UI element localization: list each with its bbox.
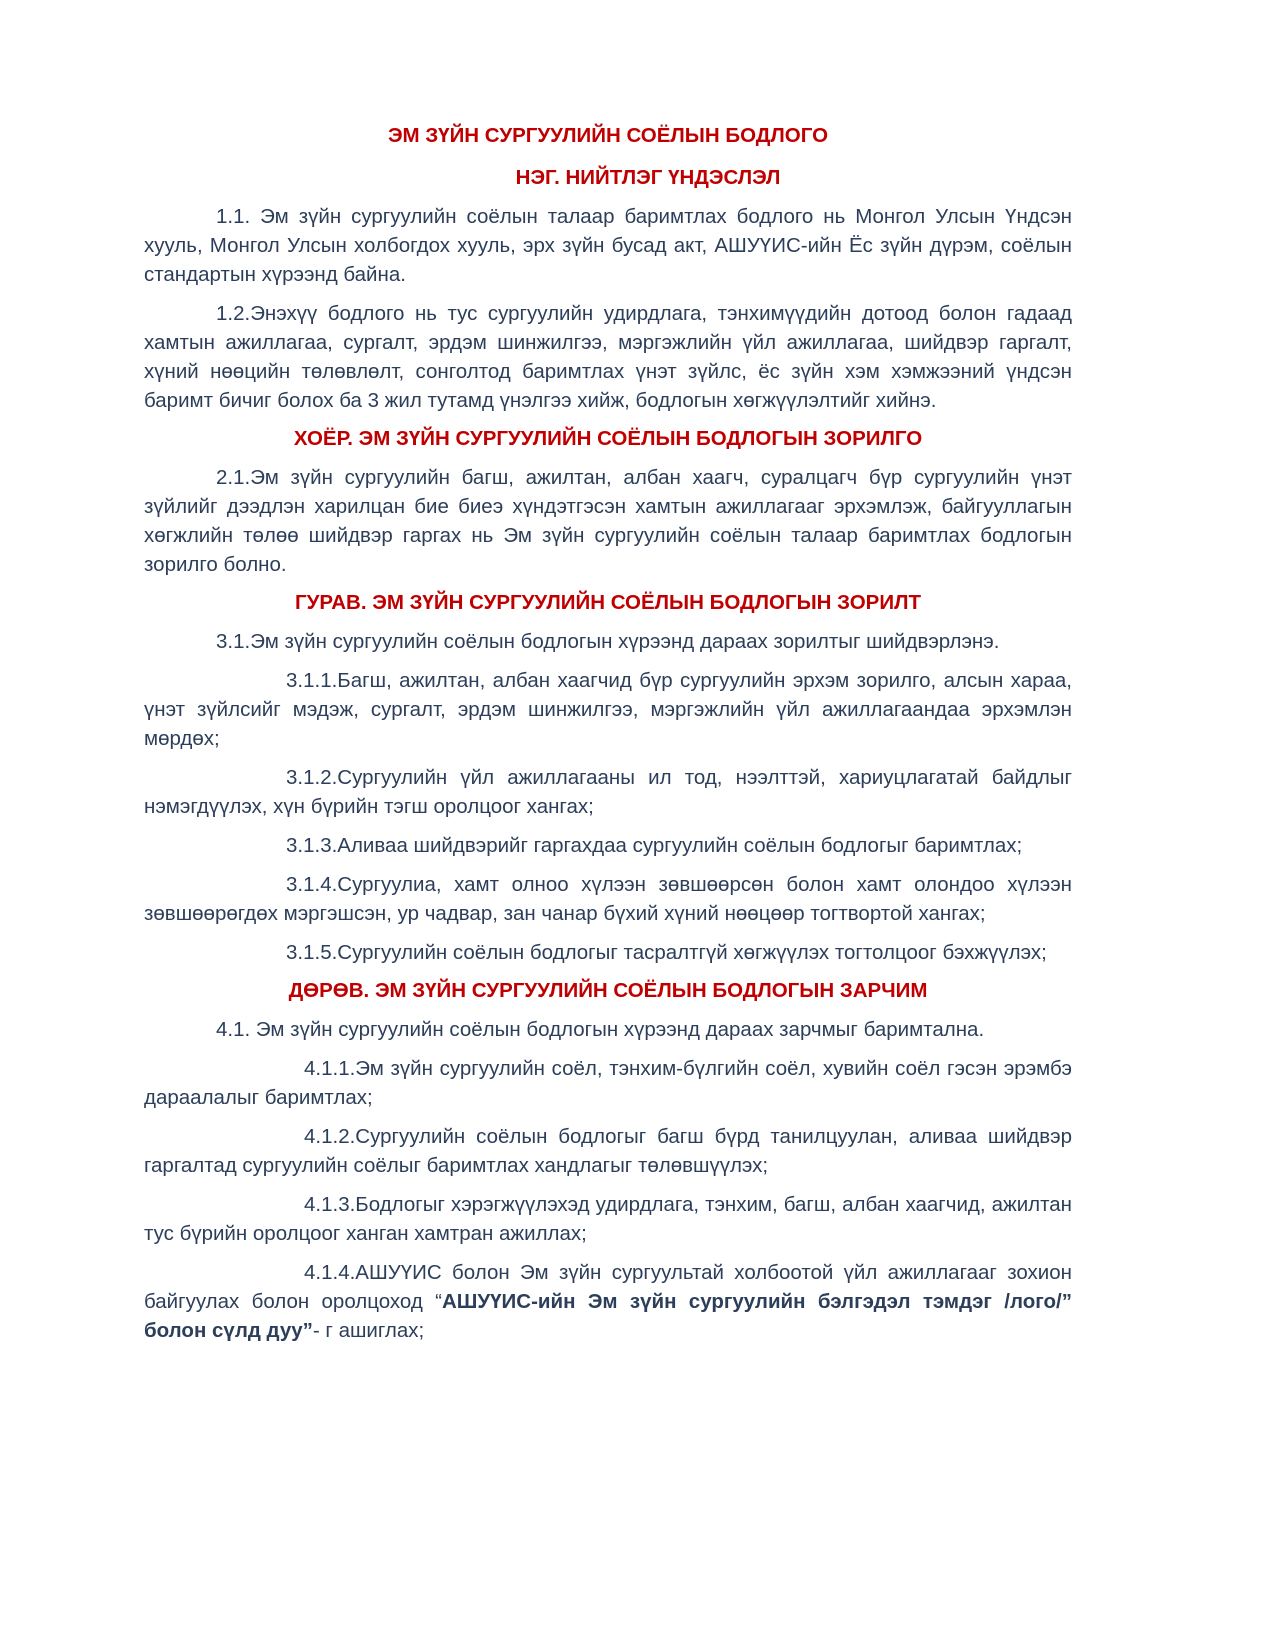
paragraph-3-1: 3.1.Эм зүйн сургуулийн соёлын бодлогын хүрээнд дараах зорилтыг шийдвэрлэнэ. xyxy=(216,630,1000,653)
section1-heading: НЭГ. НИЙТЛЭГ ҮНДЭСЛЭЛ xyxy=(515,166,781,189)
list-item-4-1-4 xyxy=(144,1258,1072,1345)
paragraph-4-1: 4.1. Эм зүйн сургуулийн соёлын бодлогын хүрээнд дараах зарчмыг баримтална. xyxy=(216,1018,985,1041)
section2-heading: ХОЁР. ЭМ ЗҮЙН СУРГУУЛИЙН СОЁЛЫН БОДЛОГЫН ЗОРИЛГО xyxy=(293,427,923,450)
item-4-1-4-text-start: 4.1.4.АШУҮИС болон Эм зүйн сургуультай холбоотой үйл ажиллагааг зохион байгуулах болон оролцоход “ xyxy=(144,1261,1072,1313)
document-title: ЭМ ЗҮЙН СУРГУУЛИЙН СОЁЛЫН БОДЛОГО xyxy=(387,124,829,147)
list-item-3-1-5: 3.1.5.Сургуулийн соёлын бодлогыг тасралтгүй хөгжүүлэх тогтолцоог бэхжүүлэх; xyxy=(286,941,1047,964)
section3-heading: ГУРАВ. ЭМ ЗҮЙН СУРГУУЛИЙН СОЁЛЫН БОДЛОГЫН ЗОРИЛТ xyxy=(294,591,921,614)
list-item-4-1-3: 4.1.3.Бодлогыг хэрэгжүүлэхэд удирдлага, тэнхим, багш, албан хаагчид, ажилтан тус бүрийн оролцоог ханган хамтран ажиллах; xyxy=(144,1193,1072,1245)
paragraph-2-1: 2.1.Эм зүйн сургуулийн багш, ажилтан, албан хаагч, суралцагч бүр сургуулийн үнэт зүйлийг дээдлэн харилцан бие биеэ хүндэтгэсэн хамтын ажиллагааг эрхэмлэж, байгууллагын хөгжлийн төлөө шийдвэр гаргах нь Эм зүйн сургуулийн соёлын талаар баримтлах бодлогын зорилго болно. xyxy=(144,466,1072,576)
section4-heading: ДӨРӨВ. ЭМ ЗҮЙН СУРГУУЛИЙН СОЁЛЫН БОДЛОГЫН ЗАРЧИМ xyxy=(288,979,928,1002)
item-4-1-4-text-end: - г ашиглах; xyxy=(312,1319,425,1342)
list-item-3-1-3: 3.1.3.Аливаа шийдвэрийг гаргахдаа сургуулийн соёлын бодлогыг баримтлах; xyxy=(286,834,1023,857)
list-item-3-1-4: 3.1.4.Сургуулиа, хамт олноо хүлээн зөвшөөрсөн болон хамт олондоо хүлээн зөвшөөрөгдөх мэргэшсэн, ур чадвар, зан чанар бүхий хүний нөөцөөр тогтвортой хангах; xyxy=(144,873,1072,925)
list-item-3-1-1: 3.1.1.Багш, ажилтан, албан хаагчид бүр сургуулийн эрхэм зорилго, алсын хараа, үнэт зүйлсийг мэдэж, сургалт, эрдэм шинжилгээ, мэргэжлийн үйл ажиллагаандаа эрхэмлэн мөрдөх; xyxy=(144,669,1072,750)
paragraph-1-1: 1.1. Эм зүйн сургуулийн соёлын талаар баримтлах бодлого нь Монгол Улсын Үндсэн хууль, Монгол Улсын холбогдох хууль, эрх зүйн бусад акт, АШУҮИС-ийн Ёс зүйн дүрэм, соёлын стандартын хүрээнд байна. xyxy=(144,205,1072,286)
list-item-3-1-2: 3.1.2.Сургуулийн үйл ажиллагааны ил тод, нээлттэй, хариуцлагатай байдлыг нэмэгдүүлэх, хүн бүрийн тэгш оролцоог хангах; xyxy=(144,766,1072,818)
list-item-4-1-1: 4.1.1.Эм зүйн сургуулийн соёл, тэнхим-бүлгийн соёл, хувийн соёл гэсэн эрэмбэ дараалалыг баримтлах; xyxy=(144,1057,1072,1109)
document-page xyxy=(144,122,1072,1355)
list-item-4-1-2: 4.1.2.Сургуулийн соёлын бодлогыг багш бүрд танилцуулан, аливаа шийдвэр гаргалтад сургуулийн соёлыг баримтлах хандлагыг төлөвшүүлэх; xyxy=(144,1125,1072,1177)
paragraph-1-2: 1.2.Энэхүү бодлого нь тус сургуулийн удирдлага, тэнхимүүдийн дотоод болон гадаад хамтын ажиллагаа, сургалт, эрдэм шинжилгээ, мэргэжлийн үйл ажиллагаа, шийдвэр гаргалт, хүний нөөцийн төлөвлөлт, сонголтод баримтлах үнэт зүйлс, ёс зүйн хэм хэмжээний үндсэн баримт бичиг болох ба 3 жил тутамд үнэлгээ хийж, бодлогын хөгжүүлэлтийг хийнэ. xyxy=(144,302,1072,412)
item-4-1-4-bold-text: АШУҮИС-ийн Эм зүйн сургуулийн бэлгэдэл тэмдэг /лого/” болон сүлд дуу” xyxy=(144,1290,1072,1342)
